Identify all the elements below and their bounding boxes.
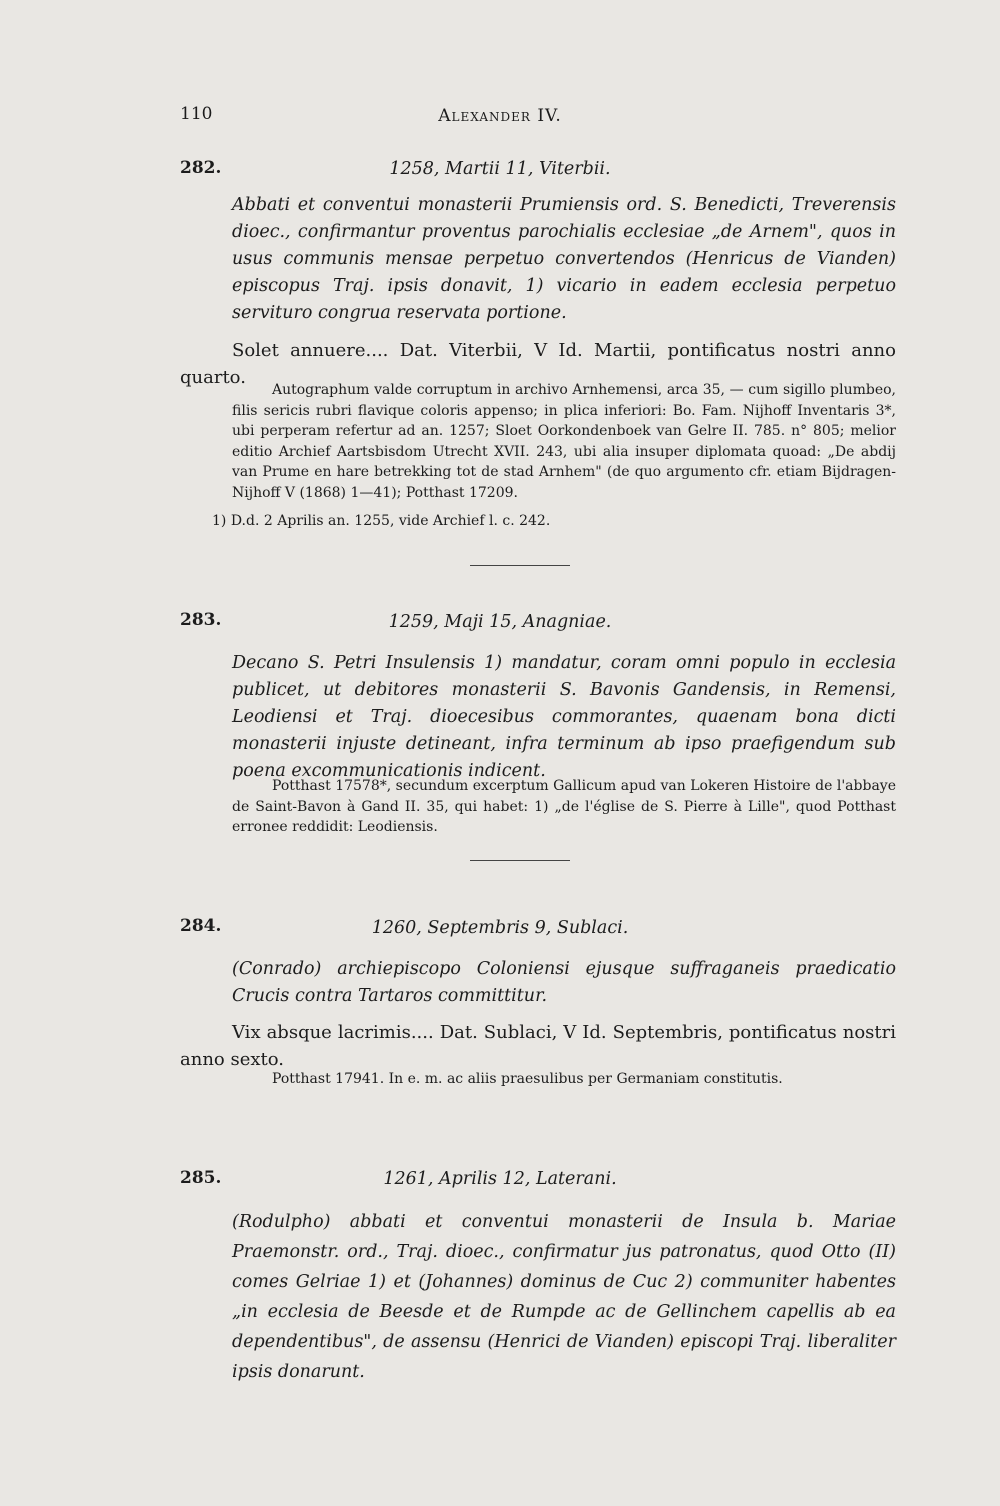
- page-number: 110: [180, 104, 213, 124]
- entry-date: 1259, Maji 15, Anagniae.: [388, 612, 612, 632]
- running-head: Alexander IV.: [438, 106, 562, 126]
- divider-rule: [470, 565, 570, 566]
- entry-date: 1261, Aprilis 12, Laterani.: [383, 1169, 617, 1189]
- footnote: 1) D.d. 2 Aprilis an. 1255, vide Archief l. c. 242.: [212, 513, 551, 529]
- entry-number: 283.: [180, 610, 222, 630]
- entry-number: 284.: [180, 916, 222, 936]
- entry-date: 1258, Martii 11, Viterbii.: [389, 159, 611, 179]
- entry-regest: Abbati et conventui monasterii Prumiensis ord. S. Benedicti, Treverensis dioec., confirmantur proventus parochialis ecclesiae „de Arnem", quos in usus communis mensae perpetuo convertendos (Henricus de Vianden) episcopus Traj. ipsis donavit, 1) vicario in eadem ecclesia perpetuo servituro congrua reservata portione.: [232, 195, 896, 323]
- entry-regest: (Conrado) archiepiscopo Coloniensi ejusque suffraganeis praedicatio Crucis contra Tartaros committitur.: [232, 959, 896, 1006]
- entry-text: Vix absque lacrimis.... Dat. Sublaci, V Id. Septembris, pontificatus nostri anno sexto.: [180, 1022, 896, 1070]
- entry-note: Autographum valde corruptum in archivo Arnhemensi, arca 35, — cum sigillo plumbeo, filis sericis rubri flavique coloris appenso; in plica inferiori: Bo. Fam. Nijhoff Inventaris 3*, ubi perperam refertur ad an. 1257; Sloet Oorkondenboek van Gelre II. 785. n° 805; melior editio Archief Aartsbisdom Utrecht XVII. 243, ubi alia insuper diplomata quoad: „De abdij van Prume en hare betrekking tot de stad Arnhem" (de quo argumento cfr. etiam Bijdragen-Nijhoff V (1868) 1—41); Potthast 17209.: [232, 382, 896, 501]
- entry-number: 282.: [180, 158, 222, 178]
- entry-note: Potthast 17578*, secundum excerptum Gallicum apud van Lokeren Histoire de l'abbaye de Saint-Bavon à Gand II. 35, qui habet: 1) „de l'église de S. Pierre à Lille", quod Potthast erronee reddidit: Leodiensis.: [232, 778, 896, 835]
- entry-date: 1260, Septembris 9, Sublaci.: [371, 918, 629, 938]
- entry-text: Solet annuere.... Dat. Viterbii, V Id. Martii, pontificatus nostri anno quarto.: [180, 340, 896, 388]
- entry-number: 285.: [180, 1168, 222, 1188]
- entry-note: Potthast 17941. In e. m. ac aliis praesulibus per Germaniam constitutis.: [272, 1071, 783, 1087]
- entry-regest: Decano S. Petri Insulensis 1) mandatur, coram omni populo in ecclesia publicet, ut debitores monasterii S. Bavonis Gandensis, in Remensi, Leodiensi et Traj. dioecesibus commorantes, quaenam bona dicti monasterii injuste detineant, infra terminum ab ipso praefigendum sub poena excommunicationis indicent.: [232, 653, 896, 781]
- entry-regest: (Rodulpho) abbati et conventui monasterii de Insula b. Mariae Praemonstr. ord., Traj. dioec., confirmatur jus patronatus, quod Otto (II) comes Gelriae 1) et (Johannes) dominus de Cuc 2) communiter habentes „in ecclesia de Beesde et de Rumpde ac de Gellinchem capellis ab ea dependentibus", de assensu (Henrici de Vianden) episcopi Traj. liberaliter ipsis donarunt.: [232, 1212, 896, 1382]
- divider-rule: [470, 860, 570, 861]
